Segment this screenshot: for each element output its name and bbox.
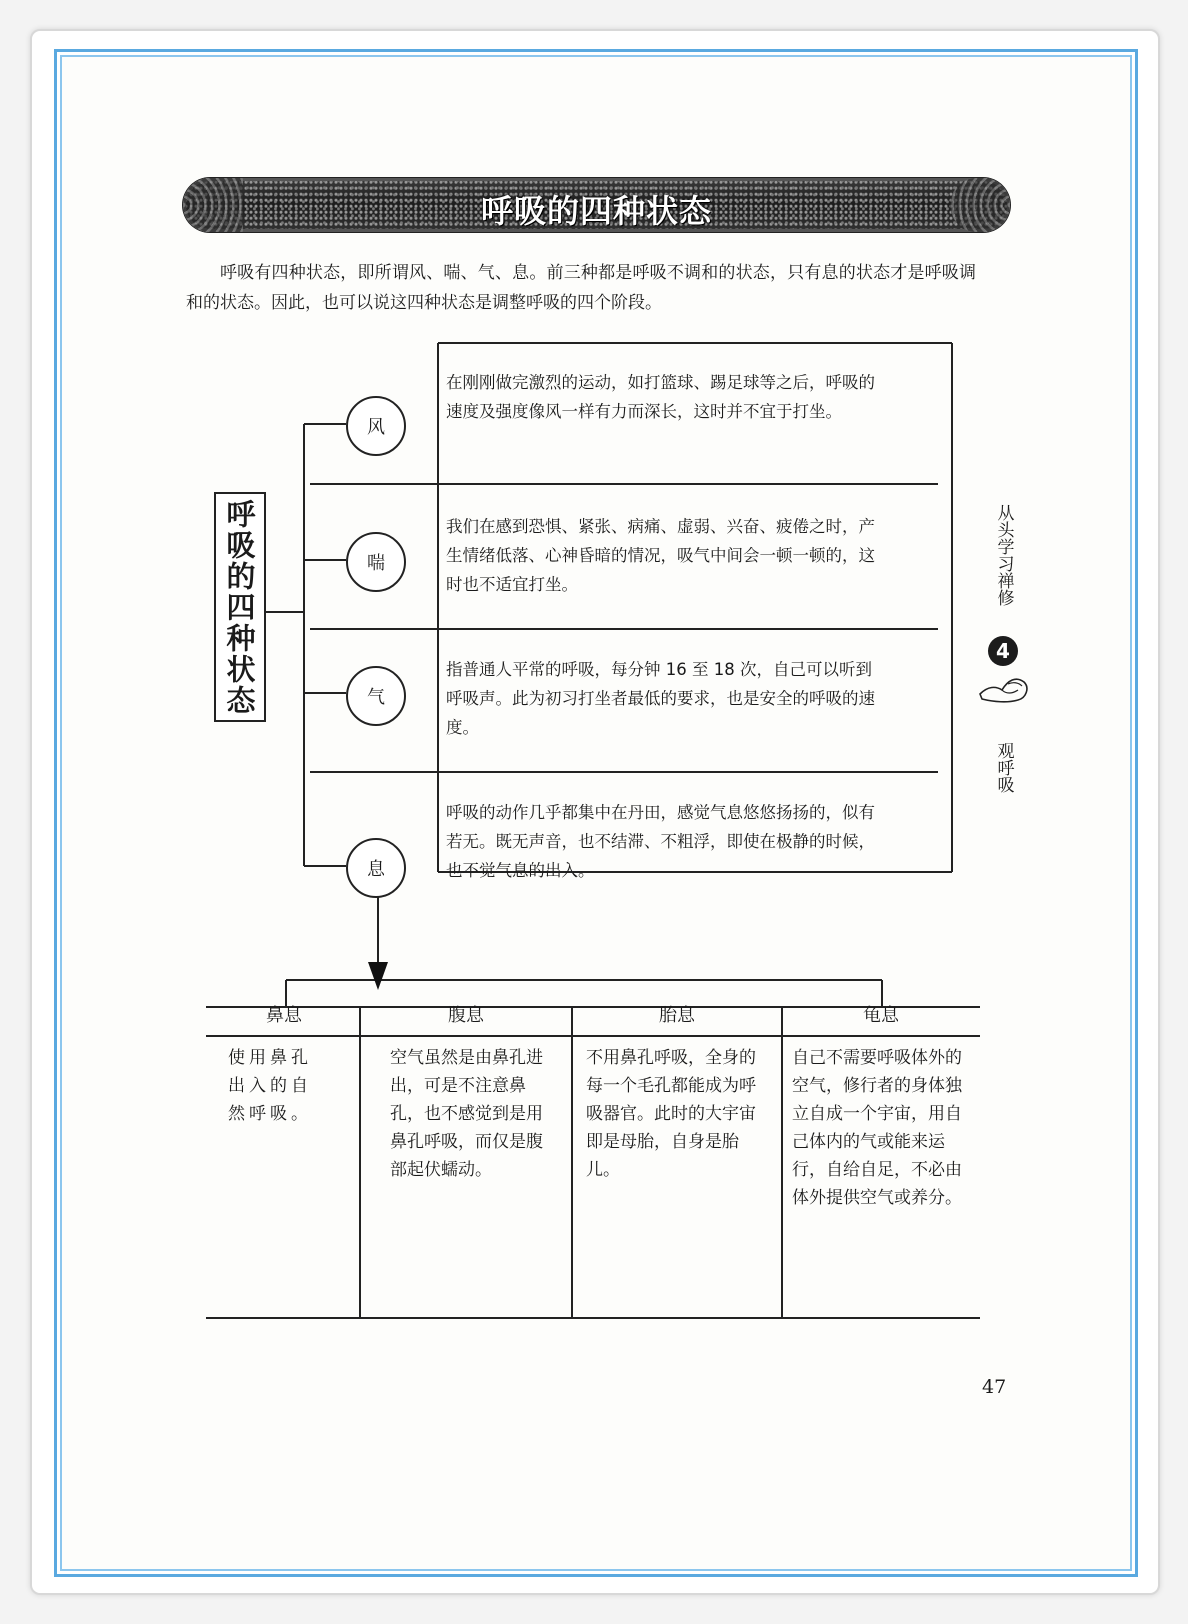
- section-title: 观呼吸: [993, 742, 1014, 793]
- hand-icon: [978, 672, 1032, 706]
- state-description-qi: 指普通人平常的呼吸，每分钟 16 至 18 次，自己可以听到呼吸声。此为初习打坐者最低的要求，也是安全的呼吸的速度。: [446, 660, 875, 737]
- column-text-taixi: 不用鼻孔呼吸，全身的每一个毛孔都能成为呼吸器官。此时的大宇宙即是母胎，自身是胎儿。: [586, 1048, 756, 1180]
- chapter-badge: 4: [988, 636, 1018, 666]
- state-circle-xi: 息: [346, 838, 406, 898]
- column-text-guixi: 自己不需要呼吸体外的空气，修行者的身体独立自成一个宇宙，用自己体内的气或能来运行，自给自足，不必由体外提供空气或养分。: [792, 1048, 962, 1208]
- state-circle-qi: 气: [346, 666, 406, 726]
- series-title: 从头学习禅修: [993, 504, 1014, 606]
- column-text-bixi: 使用鼻孔出入的自然呼吸。: [228, 1048, 312, 1124]
- page-number: 47: [982, 1376, 1007, 1398]
- column-header-bixi: 鼻息: [266, 1005, 302, 1026]
- page-title: 呼吸的四种状态: [480, 192, 712, 230]
- state-description-chuan: 我们在感到恐惧、紧张、病痛、虚弱、兴奋、疲倦之时，产生情绪低落、心神昏暗的情况，吸气中间会一顿一顿的，这时也不适宜打坐。: [446, 517, 875, 594]
- column-header-taixi: 胎息: [659, 1005, 695, 1026]
- state-circle-feng: 风: [346, 396, 406, 456]
- intro-paragraph: 呼吸有四种状态，即所谓风、喘、气、息。前三种都是呼吸不调和的状态，只有息的状态才是呼吸调和的状态。因此，也可以说这四种状态是调整呼吸的四个阶段。: [186, 263, 976, 313]
- state-description-xi: 呼吸的动作几乎都集中在丹田，感觉气息悠悠扬扬的，似有若无。既无声音，也不结滞、不粗浮，即使在极静的时候，也不觉气息的出入。: [446, 803, 875, 880]
- column-text-fuxi: 空气虽然是由鼻孔进出，可是不注意鼻孔，也不感觉到是用鼻孔呼吸，而仅是腹部起伏蠕动。: [390, 1048, 543, 1180]
- root-label-box: [214, 492, 266, 722]
- state-circle-chuan: 喘: [346, 532, 406, 592]
- column-header-guixi: 龟息: [863, 1005, 899, 1026]
- state-description-feng: 在刚刚做完激烈的运动，如打篮球、踢足球等之后，呼吸的速度及强度像风一样有力而深长，这时并不宜于打坐。: [446, 373, 875, 421]
- column-header-fuxi: 腹息: [448, 1005, 484, 1026]
- root-label: 呼吸的四种状态: [222, 498, 257, 716]
